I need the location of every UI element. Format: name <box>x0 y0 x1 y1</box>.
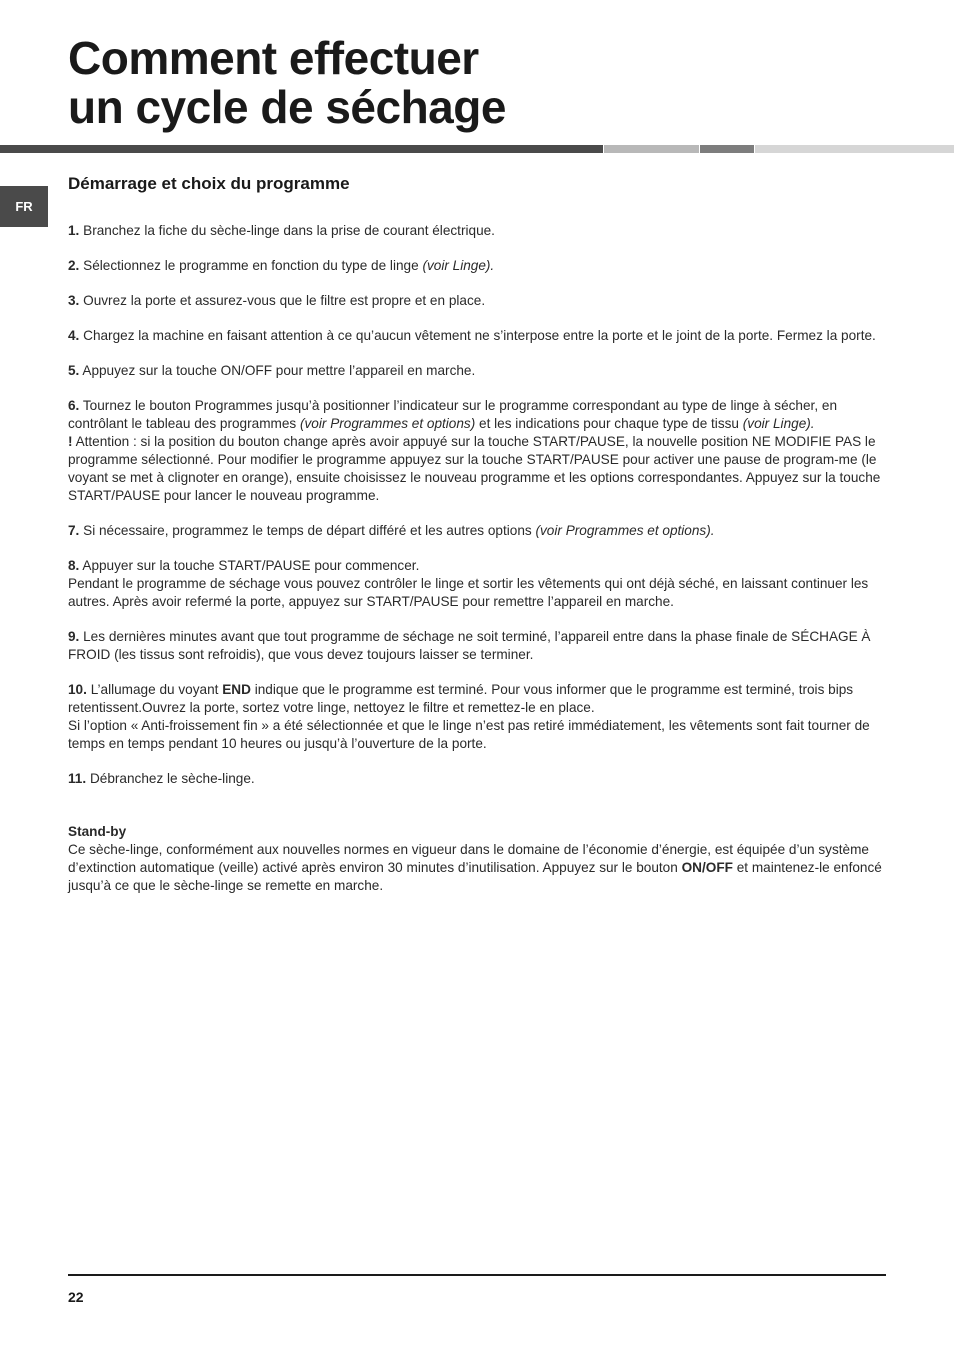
page-title-line-1: Comment effectuer <box>68 32 479 84</box>
warning-text: Attention : si la position du bouton change après avoir appuyé sur la touche START/PAUSE, la nouvelle position NE MODIFIE PAS le programme sélectionné. Pour modifier le programme appuyez sur la touche START/PAUSE pour activer une pause de program-me (le voyant se met à clignoter en orange), ensuite choisissez le nouveau programme et les options correspondantes. Appuyez sur la touche START/PAUSE pour lancer le nouveau programme. <box>68 434 881 503</box>
step-text: Débranchez le sèche-linge. <box>89 771 255 786</box>
step-text-continued: indique que le programme est terminé. Pour vous informer que le programme est terminé, trois bips retentissent.Ouvrez la porte, sortez votre linge, nettoyez le filtre et remettez-le en place. <box>68 682 854 715</box>
step-reference: (voir Linge). <box>742 416 815 431</box>
step-text: Ouvrez la porte et assurez-vous que le filtre est propre et en place. <box>83 293 486 308</box>
on-off-label: ON/OFF <box>681 860 733 875</box>
page-number: 22 <box>68 1289 84 1305</box>
section-title: Démarrage et choix du programme <box>68 174 350 193</box>
step-number: 2. <box>68 258 80 273</box>
footer-rule <box>68 1274 886 1276</box>
instructions <box>68 222 886 895</box>
warning-icon: ! <box>68 434 73 449</box>
step-number: 11. <box>68 771 87 786</box>
header-bar-dark <box>0 145 603 153</box>
header-bar-light <box>604 145 699 153</box>
step-text: L’allumage du voyant <box>90 682 219 697</box>
language-tab: FR <box>0 186 48 227</box>
step-number: 6. <box>68 398 80 413</box>
step-reference: (voir Programmes et options). <box>535 523 715 538</box>
step-text: Appuyez sur la touche ON/OFF pour mettre l’appareil en marche. <box>82 363 476 378</box>
standby-text: Ce sèche-linge, conformément aux nouvelles normes en vigueur dans le domaine de l’économie d’énergie, est équipée d’un système d’extinction automatique (veille) activé après environ 30 minutes d’inutilisation. Appuyez sur le bouton <box>68 842 869 875</box>
step-text: Chargez la machine en faisant attention à ce qu’aucun vêtement ne s’interpose entre la porte et le joint de la porte. Fermez la porte. <box>83 328 876 343</box>
step-text: Tournez le bouton Programmes jusqu’à positionner l’indicateur sur le programme correspondant au type de linge à sécher, en contrôlant le tableau des programmes <box>68 398 838 431</box>
step-number: 3. <box>68 293 80 308</box>
step-number: 10. <box>68 682 87 697</box>
step-note: Pendant le programme de séchage vous pouvez contrôler le linge et sortir les vêtements qui ont déjà séché, en laissant continuer les autres. Après avoir refermé la porte, appuyez sur START/PAUSE pour remettre l’appareil en marche. <box>68 576 869 609</box>
step-1 <box>68 222 886 240</box>
page-title <box>68 34 506 132</box>
step-3 <box>68 292 886 310</box>
step-4 <box>68 327 886 345</box>
standby-text-continued: et maintenez-le enfoncé jusqu’à ce que le sèche-linge se remette en marche. <box>68 860 882 893</box>
page-title-line-2: un cycle de séchage <box>68 81 506 133</box>
step-number: 4. <box>68 328 80 343</box>
step-text: Si nécessaire, programmez le temps de départ différé et les autres options <box>83 523 532 538</box>
end-indicator-label: END <box>222 682 251 697</box>
step-reference: (voir Linge). <box>422 258 495 273</box>
step-10 <box>68 681 886 753</box>
step-text: Sélectionnez le programme en fonction du type de linge <box>83 258 419 273</box>
step-text: Appuyer sur la touche START/PAUSE pour commencer. <box>82 558 420 573</box>
step-number: 5. <box>68 363 80 378</box>
step-number: 9. <box>68 629 80 644</box>
step-8 <box>68 557 886 611</box>
standby-title: Stand-by <box>68 824 127 839</box>
header-bar-light-end <box>755 145 954 153</box>
step-11 <box>68 770 886 788</box>
step-7 <box>68 522 886 540</box>
step-note: Si l’option « Anti-froissement fin » a été sélectionnée et que le linge n’est pas retiré immédiatement, les vêtements sont fait tourner de temps en temps pendant 10 heures ou jusqu’à l’ouverture de la porte. <box>68 718 870 751</box>
step-6 <box>68 397 886 505</box>
step-2 <box>68 257 886 275</box>
step-number: 1. <box>68 223 80 238</box>
header-bar-mid <box>700 145 754 153</box>
step-number: 7. <box>68 523 80 538</box>
step-9 <box>68 628 886 664</box>
step-text-continued: et les indications pour chaque type de tissu <box>479 416 739 431</box>
step-reference: (voir Programmes et options) <box>299 416 476 431</box>
step-text: Les dernières minutes avant que tout programme de séchage ne soit terminé, l’appareil entre dans la phase finale de SÉCHAGE À FROID (les tissus sont refroidis), que vous devez toujours laisser se terminer. <box>68 629 871 662</box>
step-5 <box>68 362 886 380</box>
standby-section <box>68 823 886 895</box>
step-number: 8. <box>68 558 80 573</box>
step-text: Branchez la fiche du sèche-linge dans la prise de courant électrique. <box>83 223 495 238</box>
